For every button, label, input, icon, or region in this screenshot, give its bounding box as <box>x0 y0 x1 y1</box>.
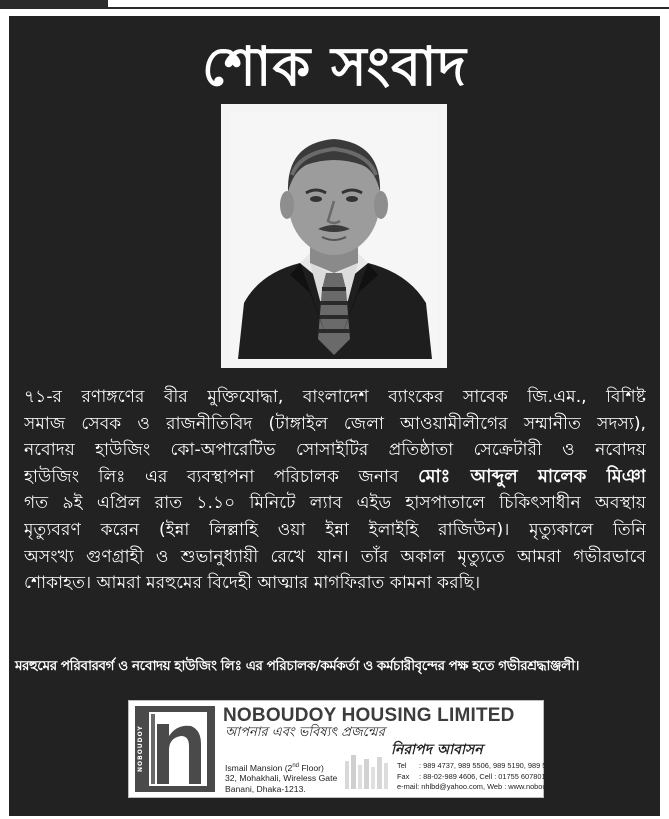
buildings-icon <box>341 751 395 789</box>
portrait-image <box>230 113 438 359</box>
notice-title: শোক সংবাদ <box>201 34 468 98</box>
body-line: গত ৯ই এপ্রিল রাত ১.১০ মিনিটে ল্যাব এইড হাসপাতালে চিকিৎসাধীন অবস্থায় <box>24 493 646 514</box>
section-tag <box>0 0 108 7</box>
company-name: NOBOUDOY HOUSING LIMITED <box>223 705 515 726</box>
logo-mark-icon <box>135 706 215 792</box>
body-line-with-name <box>24 464 646 491</box>
obituary-panel <box>9 16 660 816</box>
condolence-line: মরহুমের পরিবারবর্গ ও নবোদয় হাউজিং লিঃ এর পরিচালক/কর্মকর্তা ও কর্মচারীবৃন্দের পক্ষ হতে গভীরশ্রদ্ধাঞ্জলী। <box>15 658 579 674</box>
contact-email-web: e-mail: nhlbd@yahoo.com, Web : www.noboudoy.com <box>397 782 574 791</box>
contact-tel: Tel : 989 4737, 989 5506, 989 5190, 989 5571 <box>397 761 559 770</box>
body-line: শোকাহত। আমরা মরহুমের বিদেহী আত্মার মাগফিরাত কামনা করছি। <box>24 573 481 594</box>
company-advertisement <box>128 700 574 798</box>
body-line-text: হাউজিং লিঃ এর ব্যবস্থাপনা পরিচালক জনাব <box>24 466 399 487</box>
notice-body <box>24 384 646 597</box>
top-rule <box>0 7 669 9</box>
body-line: সমাজ সেবক ও রাজনীতিবিদ (টাঙ্গাইল জেলা আওয়ামীলীগের সম্মানীত সদস্য), <box>24 413 646 434</box>
top-bar <box>0 0 669 10</box>
logo-vertical-text: NOBOUDOY <box>137 725 144 773</box>
address-line: Banani, Dhaka-1213. <box>225 783 306 794</box>
body-line: মৃত্যুবরণ করেন (ইন্না লিল্লাহি ওয়া ইন্না ইলাইহি রাজিউন)। মৃত্যুকালে তিনি <box>24 519 646 540</box>
address-line: Ismail Mansion (2nd Floor) <box>225 762 324 773</box>
body-line: নবোদয় হাউজিং কো-অপারেটিভ সোসাইটির প্রতিষ্ঠাতা সেক্রেটারী ও নবোদয় <box>24 440 646 461</box>
contact-fax: Fax : 88-02-989 4606, Cell : 01755 607801-7 <box>397 771 553 781</box>
body-line: ৭১-র রণাঙ্গণের বীর মুক্তিযোদ্ধা, বাংলাদেশ ব্যাংকের সাবেক জি.এম., বিশিষ্ট <box>24 387 646 407</box>
company-tagline-emphasis: নিরাপদ আবাসন <box>391 742 483 758</box>
company-logo <box>135 706 215 792</box>
portrait-photo <box>221 104 447 368</box>
deceased-name: মোঃ আব্দুল মালেক মিঞা <box>418 465 646 487</box>
company-contact <box>397 761 574 793</box>
company-tagline: আপনার এবং ভবিষ্যৎ প্রজন্মের <box>225 725 385 740</box>
body-line: অসংখ্য গুণগ্রাহী ও শুভানুধ্যায়ী রেখে যান। তাঁর অকাল মৃত্যুতে আমরা গভীরভাবে <box>24 546 646 567</box>
address-line: 32, Mohakhali, Wireless Gate <box>225 773 338 784</box>
